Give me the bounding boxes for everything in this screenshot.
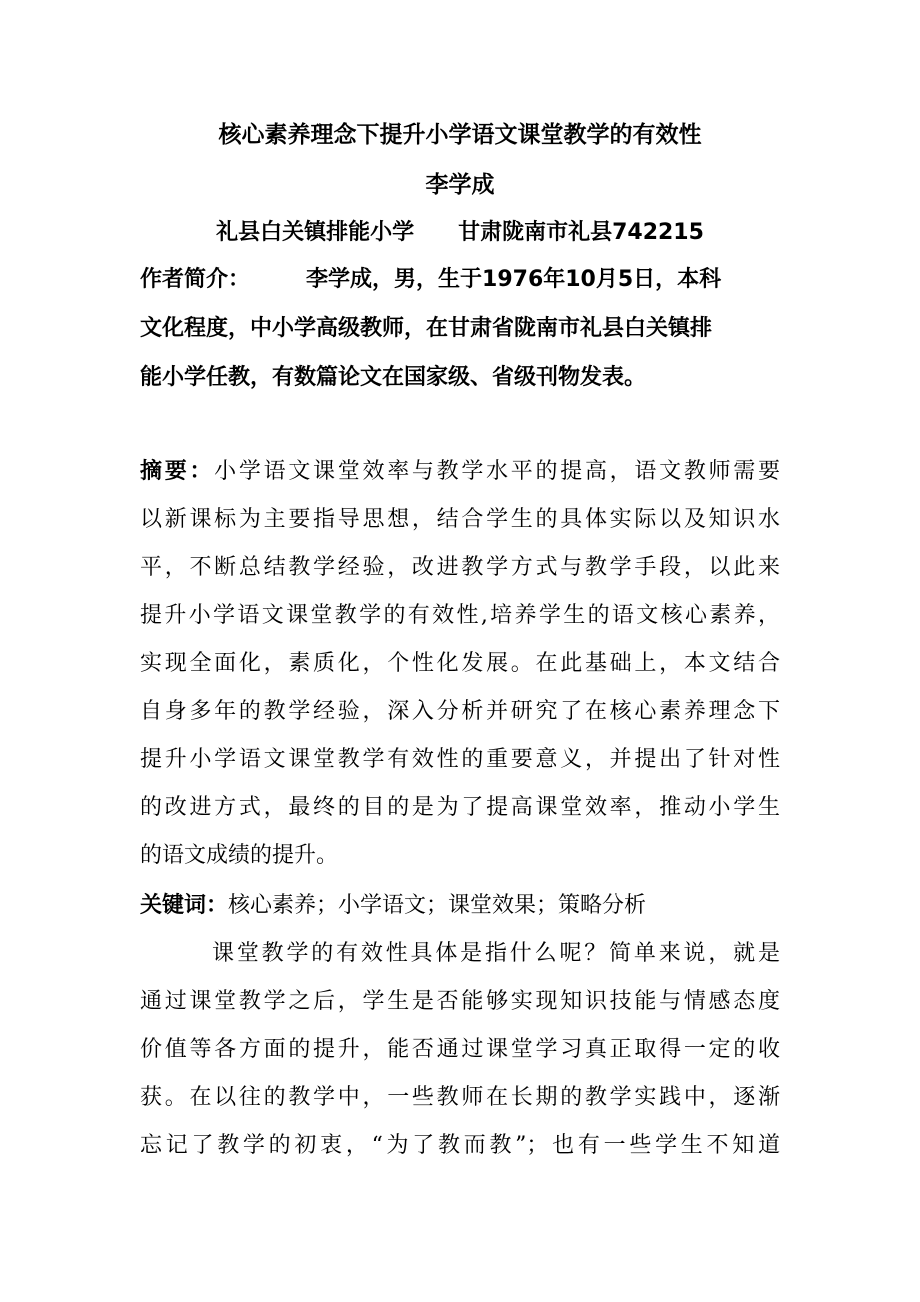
- body-line: 价值等各方面的提升，能否通过课堂学习真正取得一定的收: [140, 1037, 780, 1062]
- abstract-line: [140, 456, 780, 488]
- abstract-line: 的改进方式，最终的目的是为了提高课堂效率，推动小学生: [140, 795, 780, 820]
- body-line: 获。在以往的教学中，一些教师在长期的教学实践中，逐渐: [140, 1085, 780, 1110]
- bio-text: 李学成，男，生于1976年10月5日，本科: [306, 267, 722, 292]
- bio-label: 作者简介：: [140, 267, 251, 292]
- keywords-text: 核心素养；小学语文；课堂效果；策略分析: [228, 893, 647, 918]
- author-affiliation: [0, 218, 920, 248]
- bio-line: [140, 264, 780, 296]
- abstract-label: 摘要：: [140, 459, 215, 484]
- affiliation-school: 礼县白关镇排能小学: [216, 220, 415, 245]
- abstract-line: 平，不断总结教学经验，改进教学方式与教学手段，以此来: [140, 555, 780, 580]
- abstract-line: 的语文成绩的提升。: [140, 843, 339, 868]
- bio-line: 文化程度，中小学高级教师，在甘肃省陇南市礼县白关镇排: [140, 316, 713, 341]
- abstract-line: 实现全面化，素质化，个性化发展。在此基础上，本文结合: [140, 651, 780, 676]
- body-line: 通过课堂教学之后，学生是否能够实现知识技能与情感态度: [140, 989, 780, 1014]
- abstract-line: 自身多年的教学经验，深入分析并研究了在核心素养理念下: [140, 699, 780, 724]
- abstract-text: 小学语文课堂效率与教学水平的提高，语文教师需要: [214, 459, 780, 484]
- affiliation-address: 甘肃陇南市礼县742215: [458, 220, 704, 245]
- bio-line: 能小学任教，有数篇论文在国家级、省级刊物发表。: [140, 365, 647, 390]
- body-line: 课堂教学的有效性具体是指什么呢？简单来说，就是: [212, 941, 780, 966]
- body-line: 忘记了教学的初衷，“为了教而教”；也有一些学生不知道: [140, 1133, 780, 1158]
- keywords-line: [140, 890, 780, 922]
- abstract-line: 以新课标为主要指导思想，结合学生的具体实际以及知识水: [140, 507, 780, 532]
- abstract-line: 提升小学语文课堂教学有效性的重要意义，并提出了针对性: [140, 747, 780, 772]
- keywords-label: 关键词：: [140, 893, 229, 918]
- author-name: 李学成: [425, 172, 495, 198]
- abstract-line: 提升小学语文课堂教学的有效性,培养学生的语文核心素养，: [140, 603, 780, 628]
- paper-title: 核心素养理念下提升小学语文课堂教学的有效性: [218, 122, 702, 148]
